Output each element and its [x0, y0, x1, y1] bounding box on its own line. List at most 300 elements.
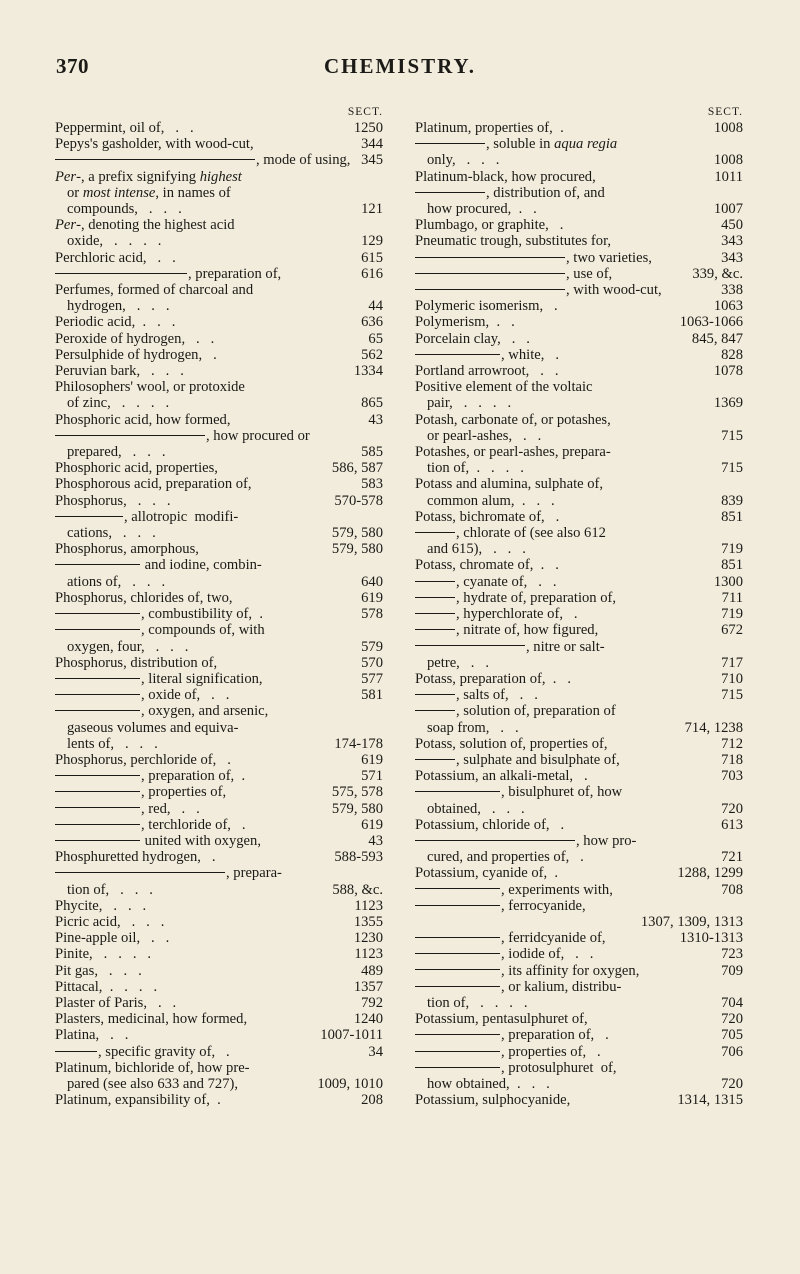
index-line	[415, 720, 743, 736]
ditto-rule	[415, 192, 485, 193]
index-entry-text	[55, 995, 176, 1011]
section-reference: 1310-1313	[679, 930, 743, 947]
index-line	[55, 541, 383, 557]
entry-label: , combustibility of, .	[141, 606, 264, 623]
sect-label: SECT.	[347, 106, 383, 118]
index-entry-text	[415, 217, 563, 233]
section-reference: 579, 580	[331, 525, 383, 542]
index-entry-text	[415, 574, 557, 590]
index-entry-text	[427, 460, 524, 476]
index-line	[415, 412, 743, 428]
index-line	[55, 185, 383, 201]
entry-label: , chlorate of (see also 612	[456, 525, 606, 542]
index-line	[55, 882, 383, 898]
entry-label: , red, . .	[141, 800, 200, 817]
entry-label: , cyanate of, . .	[456, 573, 557, 590]
ditto-rule	[415, 629, 455, 630]
section-reference: 672	[721, 622, 743, 639]
index-entry-text	[415, 1011, 588, 1027]
index-entry-text	[55, 914, 164, 930]
ditto-rule	[55, 159, 255, 160]
index-line	[415, 574, 743, 590]
index-entry-text	[55, 152, 350, 168]
ditto-rule	[55, 1051, 97, 1052]
index-entry-text	[415, 509, 559, 525]
entry-label: , prepara-	[226, 865, 282, 882]
index-entry-text	[55, 817, 246, 833]
entry-label: Philosophers' wool, or protoxide	[55, 379, 245, 396]
entry-label: Peruvian bark, . . .	[55, 363, 184, 380]
index-entry-text	[55, 412, 231, 428]
entry-label: Phycite, . . .	[55, 897, 147, 914]
index-line	[55, 363, 383, 379]
ditto-rule	[415, 1051, 500, 1052]
index-entry-text	[55, 493, 171, 509]
index-line	[55, 655, 383, 671]
section-reference: 570	[361, 654, 383, 671]
entry-label: Peroxide of hydrogen, . .	[55, 330, 215, 347]
ditto-rule	[55, 807, 140, 808]
index-column-right	[415, 105, 743, 1108]
index-line	[55, 298, 383, 314]
entry-label: , oxygen, and arsenic,	[141, 703, 269, 720]
index-entry-text	[55, 282, 253, 298]
entry-label: Phosphorus, . . .	[55, 492, 171, 509]
index-line	[415, 590, 743, 606]
entry-label: , its affinity for oxygen,	[501, 962, 640, 979]
index-line	[55, 995, 383, 1011]
index-line	[415, 444, 743, 460]
index-entries	[415, 120, 743, 1108]
index-line	[55, 671, 383, 687]
entry-label: and 615), . . .	[427, 541, 526, 558]
index-entry-text	[415, 979, 621, 995]
ditto-rule	[415, 1067, 500, 1068]
section-reference: 343	[721, 249, 743, 266]
index-entry-text	[55, 898, 146, 914]
index-line	[55, 493, 383, 509]
index-entry-text	[55, 930, 169, 946]
index-line	[55, 1011, 383, 1027]
index-entry-text	[55, 428, 310, 444]
section-reference: 715	[721, 687, 743, 704]
entry-label: Platinum-black, how procured,	[415, 168, 596, 185]
index-line	[415, 687, 743, 703]
index-entry-text	[55, 1092, 221, 1108]
index-line	[55, 963, 383, 979]
index-entry-text	[55, 557, 262, 573]
ditto-rule	[55, 564, 140, 565]
index-line	[415, 120, 743, 136]
ditto-rule	[415, 840, 575, 841]
index-line	[55, 752, 383, 768]
section-reference: 450	[721, 217, 743, 234]
index-entry-text	[415, 622, 598, 638]
index-entry-text	[55, 331, 214, 347]
entry-label: Plaster of Paris, . .	[55, 994, 177, 1011]
index-line	[415, 493, 743, 509]
index-line	[415, 363, 743, 379]
entry-label: compounds, . . .	[67, 201, 182, 218]
index-column-left	[55, 105, 383, 1108]
entry-label: Phosphorus, distribution of,	[55, 654, 218, 671]
index-line	[415, 347, 743, 363]
ditto-rule	[415, 710, 455, 711]
index-entry-text	[55, 169, 242, 185]
index-line	[55, 1092, 383, 1108]
entry-label: Phosphorus, amorphous,	[55, 541, 199, 558]
index-line	[415, 1060, 743, 1076]
entry-label: only, . . .	[427, 152, 500, 169]
section-reference: 619	[361, 751, 383, 768]
entry-label: pared (see also 633 and 727),	[67, 1075, 239, 1092]
index-line	[415, 314, 743, 330]
entry-label: Potassium, sulphocyanide,	[415, 1092, 571, 1109]
section-reference: 344	[361, 136, 383, 153]
entry-label: tion of, . . . .	[427, 994, 528, 1011]
index-line	[55, 833, 383, 849]
index-entry-text	[415, 379, 593, 395]
index-line	[415, 833, 743, 849]
index-entry-text	[415, 882, 613, 898]
index-line	[55, 395, 383, 411]
entry-label: and iodine, combin-	[141, 557, 262, 574]
index-line	[55, 622, 383, 638]
entry-label: soap from, . .	[427, 719, 519, 736]
index-line	[415, 1011, 743, 1027]
entry-label: , experiments with,	[501, 881, 613, 898]
entry-label: Phosphorus, perchloride of, .	[55, 751, 231, 768]
index-line	[415, 331, 743, 347]
section-reference: 1334	[353, 363, 383, 380]
section-reference: 851	[721, 508, 743, 525]
index-entry-text	[415, 639, 605, 655]
section-reference: 1240	[353, 1011, 383, 1028]
entry-label: , use of,	[566, 265, 613, 282]
entry-label: , two varieties,	[566, 249, 652, 266]
entry-label: Platina, . .	[55, 1027, 129, 1044]
index-entry-text	[427, 428, 541, 444]
section-reference: 615	[361, 249, 383, 266]
index-line	[55, 687, 383, 703]
entry-label: tion of, . . . .	[427, 460, 524, 477]
index-entry-text	[415, 1092, 570, 1108]
index-line	[55, 606, 383, 622]
entry-label: , oxide of, . .	[141, 687, 230, 704]
entry-label: of zinc, . . . .	[67, 395, 170, 412]
index-line	[55, 590, 383, 606]
index-line	[415, 136, 743, 152]
index-entry-text	[415, 347, 559, 363]
index-entry-text	[55, 266, 281, 282]
section-reference: 1007	[713, 201, 743, 218]
section-reference: 129	[361, 233, 383, 250]
index-entry-text	[55, 865, 282, 881]
section-reference: 715	[721, 460, 743, 477]
index-entry-text	[55, 752, 231, 768]
index-entry-text	[55, 1060, 250, 1076]
index-entry-text	[55, 979, 157, 995]
entry-label: how procured, . .	[427, 201, 537, 218]
index-line	[55, 768, 383, 784]
index-line	[55, 784, 383, 800]
index-line	[55, 946, 383, 962]
entry-label: , iodide of, . .	[501, 946, 594, 963]
index-line	[415, 736, 743, 752]
ditto-rule	[415, 289, 565, 290]
entry-label: , compounds of, with	[141, 622, 265, 639]
index-entry-text	[415, 1044, 601, 1060]
index-line	[55, 250, 383, 266]
index-line	[415, 395, 743, 411]
entry-label: oxide, . . . .	[67, 233, 162, 250]
index-entry-text	[67, 736, 158, 752]
entry-label: common alum, . . .	[427, 492, 555, 509]
index-line	[415, 509, 743, 525]
section-reference: 1123	[354, 946, 383, 963]
index-entry-text	[415, 444, 611, 460]
index-line	[55, 865, 383, 881]
index-entry-text	[55, 217, 235, 233]
section-reference: 588-593	[334, 849, 383, 866]
ditto-rule	[415, 257, 565, 258]
entry-label: lents of, . . .	[67, 735, 158, 752]
section-reference: 718	[721, 751, 743, 768]
index-entry-text	[415, 703, 616, 719]
section-reference: 1008	[713, 120, 743, 136]
index-line	[415, 914, 743, 930]
index-entry-text	[415, 250, 652, 266]
section-reference: 1230	[353, 930, 383, 947]
entry-label: Per-, denoting the highest acid	[55, 217, 235, 234]
section-reference: 1078	[713, 363, 743, 380]
entry-label: Persulphide of hydrogen, .	[55, 346, 217, 363]
ditto-rule	[415, 791, 500, 792]
ditto-rule	[415, 969, 500, 970]
index-line	[415, 1027, 743, 1043]
section-reference: 792	[361, 994, 383, 1011]
index-entry-text	[415, 736, 608, 752]
index-entry-text	[415, 898, 586, 914]
section-reference: 570-578	[334, 492, 383, 509]
ditto-rule	[415, 953, 500, 954]
entry-label: Potass, preparation of, . .	[415, 670, 572, 687]
entry-label: , specific gravity of, .	[98, 1043, 230, 1060]
index-entry-text	[67, 525, 156, 541]
section-reference: 174-178	[334, 735, 383, 752]
index-entry-text	[55, 671, 263, 687]
entry-label: Porcelain clay, . .	[415, 330, 530, 347]
ditto-rule	[55, 775, 140, 776]
index-line	[415, 460, 743, 476]
section-reference: 1011	[714, 168, 743, 185]
index-entry-text	[55, 1044, 230, 1060]
index-entry-text	[55, 849, 216, 865]
entry-label: , terchloride of, .	[141, 816, 246, 833]
index-entry-text	[55, 655, 217, 671]
entry-label: Pneumatic trough, substitutes for,	[415, 233, 612, 250]
section-reference: 721	[721, 849, 743, 866]
index-line	[415, 898, 743, 914]
section-reference: 1123	[354, 897, 383, 914]
index-entry-text	[415, 298, 558, 314]
ditto-rule	[415, 354, 500, 355]
entry-label: , bisulphuret of, how	[501, 784, 623, 801]
index-line	[55, 233, 383, 249]
index-line	[55, 525, 383, 541]
entry-label: or most intense, in names of	[67, 184, 231, 201]
section-reference: 1063	[713, 298, 743, 315]
index-entry-text	[67, 233, 161, 249]
index-line	[55, 169, 383, 185]
section-reference: 65	[368, 330, 383, 347]
index-line	[55, 898, 383, 914]
section-reference: 705	[721, 1027, 743, 1044]
index-line	[55, 736, 383, 752]
section-reference: 577	[361, 670, 383, 687]
index-entry-text	[55, 347, 217, 363]
entry-label: or pearl-ashes, . .	[427, 427, 542, 444]
index-line	[55, 379, 383, 395]
index-line	[415, 882, 743, 898]
index-entry-text	[55, 136, 254, 152]
index-line	[415, 995, 743, 1011]
index-entry-text	[415, 671, 571, 687]
index-line	[55, 720, 383, 736]
section-reference: 562	[361, 346, 383, 363]
section-reference: 1314, 1315	[677, 1092, 743, 1109]
section-reference: 712	[721, 735, 743, 752]
sect-label: SECT.	[707, 106, 743, 118]
section-reference: 845, 847	[691, 330, 743, 347]
entry-label: Plumbago, or graphite, .	[415, 217, 564, 234]
index-line	[415, 784, 743, 800]
index-line	[55, 460, 383, 476]
section-reference: 619	[361, 816, 383, 833]
index-line	[55, 331, 383, 347]
section-reference: 345	[361, 152, 383, 169]
entry-label: cations, . . .	[67, 525, 156, 542]
index-line	[415, 801, 743, 817]
index-entry-text	[415, 833, 636, 849]
index-entry-text	[67, 201, 182, 217]
entry-label: hydrogen, . . .	[67, 298, 170, 315]
entry-label: Perfumes, formed of charcoal and	[55, 282, 254, 299]
section-reference: 34	[368, 1043, 383, 1060]
section-reference: 711	[721, 589, 743, 606]
index-entry-text	[427, 395, 511, 411]
section-reference: 717	[721, 654, 743, 671]
index-entry-text	[55, 120, 194, 136]
index-line	[415, 639, 743, 655]
section-reference: 710	[721, 670, 743, 687]
index-line	[55, 1027, 383, 1043]
entry-label: oxygen, four, . . .	[67, 638, 189, 655]
index-line	[55, 639, 383, 655]
section-reference: 585	[361, 444, 383, 461]
index-line	[415, 979, 743, 995]
entry-label: , ferrocyanide,	[501, 897, 586, 914]
section-reference: 1008	[713, 152, 743, 169]
ditto-rule	[55, 629, 140, 630]
index-line	[415, 250, 743, 266]
entry-label: Phosphoric acid, properties,	[55, 460, 218, 477]
entry-label: prepared, . . .	[67, 444, 166, 461]
index-line	[415, 865, 743, 881]
entry-label: , nitrate of, how figured,	[456, 622, 599, 639]
section-reference: 709	[721, 962, 743, 979]
section-reference: 579, 580	[331, 541, 383, 558]
ditto-rule	[55, 678, 140, 679]
entry-label: Polymeric isomerism, .	[415, 298, 558, 315]
entry-label: Pine-apple oil, . .	[55, 930, 170, 947]
ditto-rule	[415, 597, 455, 598]
index-line	[55, 476, 383, 492]
index-entry-text	[415, 557, 559, 573]
section-reference: 579, 580	[331, 800, 383, 817]
section-reference: 575, 578	[331, 784, 383, 801]
entry-label: ations of, . . .	[67, 573, 166, 590]
index-entry-text	[55, 460, 218, 476]
index-entry-text	[55, 801, 200, 817]
index-entry-text	[427, 801, 525, 817]
index-entry-text	[427, 201, 537, 217]
index-line	[415, 930, 743, 946]
index-line	[415, 1092, 743, 1108]
index-line	[415, 379, 743, 395]
index-entry-text	[415, 865, 558, 881]
entry-label: Potassium, chloride of, .	[415, 816, 565, 833]
entry-label: Platinum, properties of, .	[415, 120, 564, 136]
ditto-rule	[415, 986, 500, 987]
section-reference: 43	[368, 832, 383, 849]
entry-label: , how procured or	[206, 427, 310, 444]
index-line	[415, 1044, 743, 1060]
ditto-rule	[55, 435, 205, 436]
index-entry-text	[67, 444, 165, 460]
page-number: 370	[56, 54, 89, 78]
entry-label: pair, . . . .	[427, 395, 512, 412]
index-entry-text	[415, 233, 611, 249]
index-entry-text	[415, 768, 588, 784]
section-reference: 865	[361, 395, 383, 412]
index-line	[55, 703, 383, 719]
index-line	[55, 557, 383, 573]
ditto-rule	[55, 613, 140, 614]
entry-label: Potashes, or pearl-ashes, prepara-	[415, 444, 611, 461]
index-entry-text	[415, 817, 564, 833]
index-entry-text	[427, 720, 519, 736]
index-line	[55, 849, 383, 865]
section-reference: 1307, 1309, 1313	[640, 913, 743, 930]
entry-label: Platinum, bichloride of, how pre-	[55, 1059, 250, 1076]
index-line	[415, 169, 743, 185]
entry-label: tion of, . . .	[67, 881, 153, 898]
index-line	[55, 574, 383, 590]
entry-label: , properties of,	[141, 784, 227, 801]
ditto-rule	[415, 613, 455, 614]
section-reference: 1063-1066	[679, 314, 743, 331]
index-entry-text	[415, 120, 564, 136]
index-entry-text	[415, 784, 622, 800]
index-entry-text	[67, 298, 170, 314]
entry-label: , white, .	[501, 346, 559, 363]
section-reference: 579	[361, 638, 383, 655]
entry-label: gaseous volumes and equiva-	[67, 719, 239, 736]
entry-label: , preparation of,	[188, 265, 282, 282]
entry-label: , hydrate of, preparation of,	[456, 589, 617, 606]
index-entry-text	[415, 331, 530, 347]
